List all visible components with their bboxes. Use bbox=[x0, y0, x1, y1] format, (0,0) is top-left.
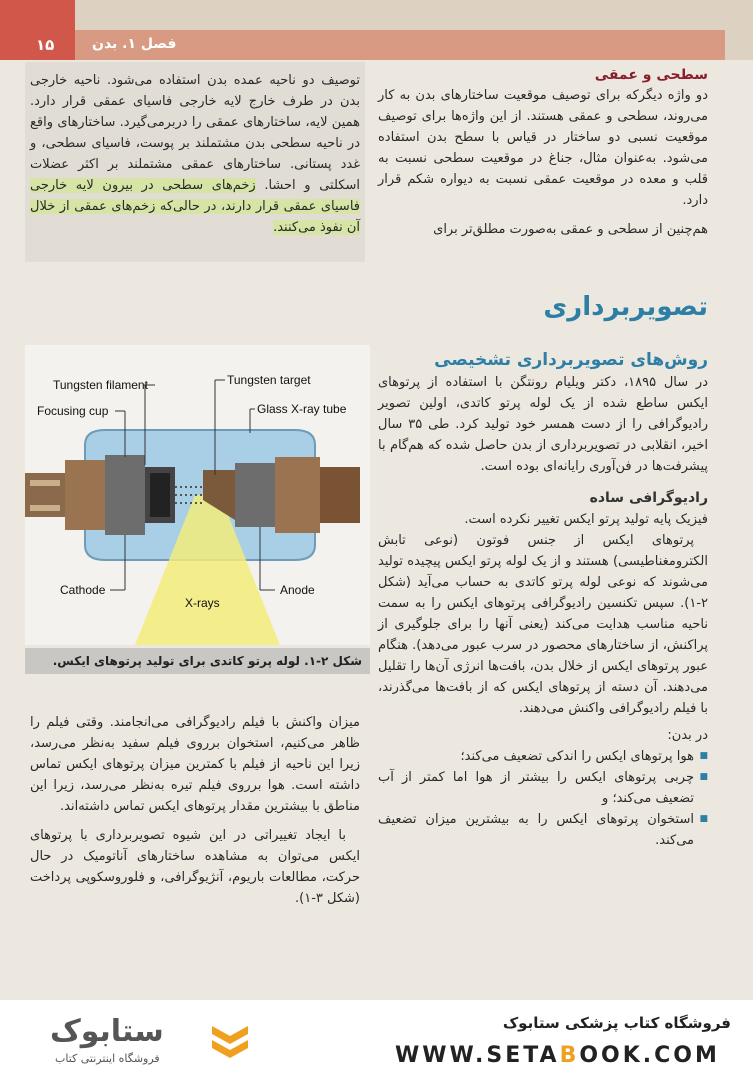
list-item: ■ چربی پرتوهای ایکس را بیشتر از هوا اما کمتر از آب تضعیف می‌کند؛ و bbox=[378, 767, 708, 809]
store-logo-text: ستابوک bbox=[50, 1014, 164, 1049]
label-tungsten-filament: Tungsten filament bbox=[53, 378, 148, 392]
label-tungsten-target: Tungsten target bbox=[227, 373, 311, 387]
cathode-body bbox=[65, 460, 105, 530]
page-number: ۱۵ bbox=[36, 36, 55, 54]
left-top-paragraph: توصیف دو ناحیه عمده بدن استفاده می‌شود. ناحیه خارجی بدن در طرف خارج لایه خارجی فاسیای عمقی قرار دارد. همین لایه، ساختارهای عمقی را دربرمی‌گیرد. ساختارهای واقع در ناحیه سطحی بدن مشتملند بر پوست، فاسیای سطحی، و غدد پستانی. ساختارهای عمقی مشتملند بر اکثر عضلات اسکلتی و احشا. bbox=[30, 73, 360, 193]
label-cathode: Cathode bbox=[60, 583, 106, 597]
left-bottom-p1: میزان واکنش با فیلم رادیوگرافی می‌انجامند. وقتی فیلم را ظاهر می‌کنیم، استخوان برروی فیلم سفید به‌نظر می‌رسد، زیرا این ناحیه از فیلم با کمترین میزان پرتوهای ایکس تماس داشته است. هوا برروی فیلم تیره به‌نظر می‌رسد، زیرا این مناطق با بیشترین مقدار پرتوهای ایکس تماس داشته‌اند. bbox=[30, 715, 360, 814]
superficial-deep-continuation: هم‌چنین از سطحی و عمقی به‌صورت مطلق‌تر برای bbox=[433, 222, 708, 237]
left-bottom-p2: با ایجاد تغییراتی در این شیوه تصویربرداری با پرتوهای ایکس می‌توان به مشاهده ساختارهای آناتومیک در حال حرکت، مطالعات باریوم، آنژیوگرافی، و فلوروسکوپی پرداخت (شکل ۳-۱). bbox=[30, 828, 360, 906]
plain-radiography-p1: فیزیک پایه تولید پرتو ایکس تغییر نکرده است. bbox=[464, 512, 708, 527]
plain-radiography-heading: رادیوگرافی ساده bbox=[589, 490, 708, 506]
page-header bbox=[0, 0, 753, 60]
highlighted-text: زخم‌های سطحی در بیرون لایه خارجی فاسیای عمقی قرار دارند، در حالی‌که زخم‌های عمقی از خلال آن نفوذ می‌کنند. bbox=[30, 178, 360, 235]
store-url-prefix: WWW.SETA bbox=[395, 1043, 560, 1068]
list-item: ■ هوا پرتوهای ایکس را اندکی تضعیف می‌کند؛ bbox=[378, 746, 708, 767]
figure-caption: شکل ۲-۱. لوله پرتو کاتدی برای تولید پرتوهای ایکس. bbox=[25, 648, 370, 674]
chapter-title: فصل ۱. بدن bbox=[92, 36, 177, 52]
attenuation-list bbox=[378, 746, 708, 851]
xray-tube-diagram bbox=[25, 345, 370, 645]
store-url-accent: B bbox=[559, 1043, 580, 1068]
store-footer bbox=[0, 1000, 753, 1079]
label-xrays: X-rays bbox=[185, 596, 220, 610]
plain-radiography-p2: پرتوهای ایکس از جنس فوتون (نوعی تابش الکترومغناطیسی) هستند و از یک لوله پرتو ایکس پیچیده تولید می‌شوند که نوعی لوله پرتو کاتدی به حساب می‌آید (شکل ۲-۱). سپس تکنسین رادیوگرافی پرتوهای ایکس را به سمت ناحیه مناسب هدایت می‌کند (یعنی آنها را برای جلوگیری از پراکنش، از ساختارهای محصور در سرب عبور می‌دهد). هنگام عبور پرتوهای ایکس از خلال بدن، بافت‌ها انرژی آن‌ها را تقلیل می‌دهند. آن دسته از پرتوهای ایکس که از بافت‌ها می‌گذرند، با فیلم رادیوگرافی واکنش می‌دهند. bbox=[378, 533, 708, 716]
xray-tube-figure bbox=[25, 345, 370, 645]
in-body-label: در بدن: bbox=[667, 728, 708, 743]
store-url[interactable] bbox=[395, 1043, 720, 1068]
left-column-bottom bbox=[30, 712, 360, 909]
label-glass-tube: Glass X-ray tube bbox=[257, 402, 347, 416]
imaging-title: تصویربرداری bbox=[543, 292, 708, 322]
store-url-suffix: OOK.COM bbox=[579, 1043, 720, 1068]
store-logo-icon bbox=[210, 1018, 250, 1068]
imaging-intro: در سال ۱۸۹۵، دکتر ویلیام رونتگن با استفاده از پرتوهای ایکس ساطع شده از یک لوله پرتو کاتدی، اولین تصویر رادیوگرافی را از دست همسر خود تولید کرد. طی ۳۵ سال اخیر، انقلابی در تصویربرداری از بدن حاصل شده که هم‌گام با پیشرفت‌ها در فن‌آوری رایانه‌ای بوده است. bbox=[378, 375, 708, 474]
imaging-section bbox=[378, 348, 708, 851]
list-item: ■ استخوان پرتوهای ایکس را به بیشترین میزان تضعیف می‌کند. bbox=[378, 809, 708, 851]
store-logo-subtitle: فروشگاه اینترنتی کتاب bbox=[55, 1052, 160, 1065]
store-name: فروشگاه کتاب پزشکی ستابوک bbox=[502, 1014, 731, 1032]
label-anode: Anode bbox=[280, 583, 315, 597]
focusing-cup-shape bbox=[105, 455, 145, 535]
diagnostic-imaging-heading: روش‌های تصویربرداری تشخیصی bbox=[434, 350, 708, 370]
right-column-top bbox=[378, 65, 708, 240]
left-column-top bbox=[30, 70, 360, 238]
anode-body bbox=[235, 463, 275, 527]
superficial-deep-heading: سطحی و عمقی bbox=[594, 67, 708, 83]
label-focusing-cup: Focusing cup bbox=[37, 404, 109, 418]
superficial-deep-paragraph: دو واژه دیگرکه برای توصیف موقعیت ساختارهای بدن به کار می‌روند، سطحی و عمقی هستند. از این واژه‌ها برای توصیف موقعیت نسبی دو ساختار در قیاس با سطح بدن استفاده می‌شود. به‌عنوان مثال، جناغ در موقعیت سطحی نسبت به قلب و معده در موقعیت عمقی نسبت به دیواره شکم قرار دارد. bbox=[378, 88, 708, 208]
